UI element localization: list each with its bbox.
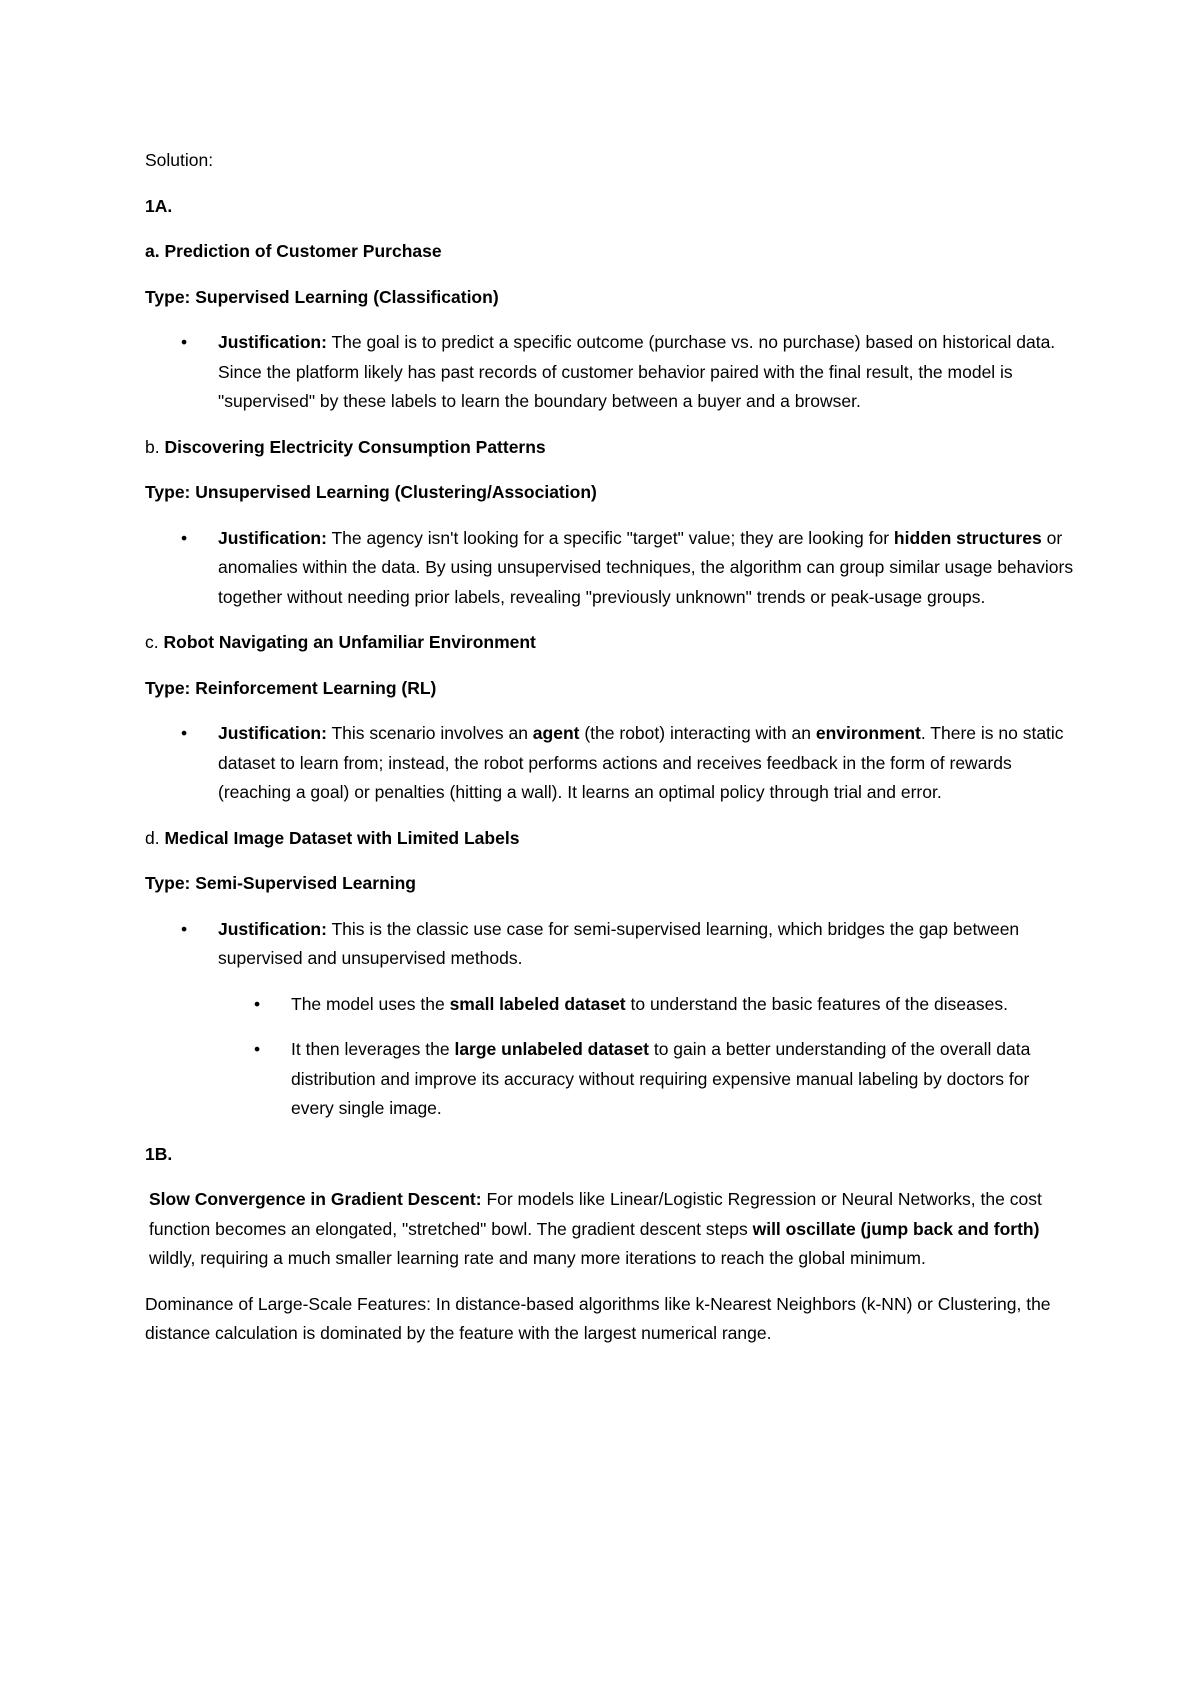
justification-text: or anomalies within the data. By using unsupervised techniques, the algorithm can group similar usage behaviors together without needing prior labels, revealing "previously unknown" trends or peak-usage groups. xyxy=(218,527,1074,607)
sub-bullet-text: It then leverages the xyxy=(291,1039,455,1059)
item-a-heading: a. Prediction of Customer Purchase xyxy=(145,241,442,261)
justification-label: Justification: xyxy=(218,918,327,939)
item-a-justification xyxy=(145,328,1075,417)
item-c-title: Robot Navigating an Unfamiliar Environment xyxy=(158,632,536,652)
item-d-prefix: d. xyxy=(145,827,160,848)
sub-bullet-text: to gain a better understanding of the overall data distribution and improve its accuracy without requiring expensive manual labeling by doctors for every single image. xyxy=(291,1039,1031,1118)
justification-text: This scenario involves an xyxy=(326,723,533,743)
sub-bullet-text: to understand the basic features of the diseases. xyxy=(625,993,1008,1014)
item-d-justification xyxy=(145,915,1075,1124)
item-a-bullets xyxy=(145,328,1075,417)
justification-text: . There is no static dataset to learn from; instead, the robot performs actions and receives feedback in the form of rewards (reaching a goal) or penalties (hitting a wall). It learns an optimal policy through trial and error. xyxy=(218,723,1064,802)
sub-bullet-text: The model uses the xyxy=(291,993,450,1014)
justification-label: Justification: xyxy=(218,723,327,743)
item-d-type: Type: Semi-Supervised Learning xyxy=(145,873,416,893)
solution-label: Solution: xyxy=(145,150,214,170)
sub-bullet-2 xyxy=(218,1035,1075,1124)
document-body xyxy=(145,146,1075,1365)
item-d-heading xyxy=(145,824,1075,854)
item-a-type: Type: Supervised Learning (Classification) xyxy=(145,286,499,307)
section-heading-1b: 1B. xyxy=(145,1143,173,1164)
item-c-bullets xyxy=(145,719,1075,808)
item-c-heading xyxy=(145,628,1075,658)
item-c-prefix: c. xyxy=(145,632,159,652)
item-b-bullets xyxy=(145,524,1075,613)
justification-emphasis: environment xyxy=(815,723,921,743)
justification-label: Justification: xyxy=(218,527,327,548)
paragraph-text: wildly, requiring a much smaller learning rate and many more iterations to reach the global minimum. xyxy=(149,1248,926,1268)
section-heading-1a: 1A. xyxy=(145,195,173,216)
item-d-bullets xyxy=(145,915,1075,1124)
justification-text: (the robot) interacting with an xyxy=(579,723,816,743)
paragraph-emphasis: will oscillate (jump back and forth) xyxy=(752,1218,1040,1239)
sub-bullet-emphasis: large unlabeled dataset xyxy=(454,1039,649,1059)
item-b-justification xyxy=(145,524,1075,613)
justification-text: The goal is to predict a specific outcome (purchase vs. no purchase) based on historical data. Since the platform likely has past records of customer behavior paired with the final result, the model is "supervised" by these labels to learn the boundary between a buyer and a browser. xyxy=(218,332,1056,411)
item-d-title: Medical Image Dataset with Limited Labels xyxy=(159,827,520,848)
justification-emphasis: agent xyxy=(532,723,580,743)
item-c-justification xyxy=(145,719,1075,808)
paragraph-lead: Slow Convergence in Gradient Descent: xyxy=(149,1189,482,1209)
paragraph-dominance: Dominance of Large-Scale Features: In distance-based algorithms like k-Nearest Neighbors (k-NN) or Clustering, the distance calculation is dominated by the feature with the largest numerical range. xyxy=(145,1293,1051,1343)
paragraph-slow-convergence xyxy=(145,1185,1075,1274)
justification-text: This is the classic use case for semi-supervised learning, which bridges the gap between supervised and unsupervised methods. xyxy=(218,918,1020,968)
justification-emphasis: hidden structures xyxy=(893,527,1042,548)
item-b-title: Discovering Electricity Consumption Patterns xyxy=(159,436,546,457)
item-b-prefix: b. xyxy=(145,436,160,457)
item-d-sub-bullets xyxy=(218,990,1075,1124)
item-b-heading xyxy=(145,433,1075,463)
paragraph-text: For models like Linear/Logistic Regression or Neural Networks, the cost function becomes an elongated, "stretched" bowl. The gradient descent steps xyxy=(149,1189,1042,1239)
justification-label: Justification: xyxy=(218,332,327,352)
justification-text: The agency isn't looking for a specific "target" value; they are looking for xyxy=(326,527,894,548)
item-c-type: Type: Reinforcement Learning (RL) xyxy=(145,677,437,698)
item-b-type: Type: Unsupervised Learning (Clustering/Association) xyxy=(145,482,597,502)
sub-bullet-emphasis: small labeled dataset xyxy=(449,993,626,1014)
sub-bullet-1 xyxy=(218,990,1075,1020)
